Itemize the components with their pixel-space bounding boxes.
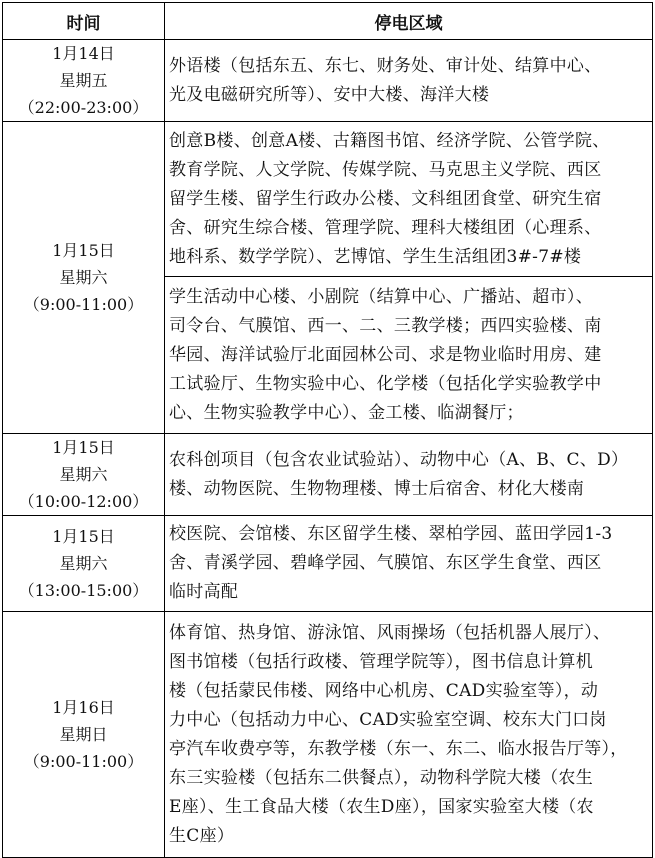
area-line: 楼、动物医院、生物物理楼、博士后宿舍、材化大楼南 bbox=[169, 478, 585, 499]
time-weekday: 星期六 bbox=[59, 554, 108, 573]
area-cell bbox=[165, 612, 653, 858]
time-weekday: 星期日 bbox=[59, 725, 108, 744]
area-line: 舍、青溪学园、碧峰学园、气膜馆、东区学生食堂、西区 bbox=[169, 553, 602, 573]
area-line: 教育学院、人文学院、传媒学院、马克思主义学院、西区 bbox=[169, 159, 602, 180]
table-body bbox=[3, 40, 653, 858]
area-line: 工试验厅、生物实验中心、化学楼（包括化学实验教学中 bbox=[169, 373, 602, 394]
power-outage-table bbox=[2, 2, 653, 858]
time-cell bbox=[3, 40, 165, 122]
area-line: 临时高配 bbox=[169, 582, 239, 602]
area-cell bbox=[165, 122, 653, 277]
area-line: 舍、研究生综合楼、管理学院、理科大楼组团（心理系、 bbox=[169, 217, 602, 238]
area-line: 心、生物实验教学中心）、金工楼、临湖餐厅； bbox=[169, 402, 524, 423]
area-line: 东三实验楼（包括东二供餐点），动物科学院大楼（农生 bbox=[169, 767, 593, 788]
header-time: 时间 bbox=[3, 3, 165, 40]
area-line: 光及电磁研究所等）、安中大楼、海洋大楼 bbox=[169, 84, 490, 105]
time-weekday: 星期六 bbox=[59, 465, 108, 484]
area-line: 农科创项目（包含农业试验站）、动物中心（A、B、C、D） bbox=[169, 449, 629, 470]
table-row bbox=[3, 122, 653, 277]
time-hours: （22:00-23:00） bbox=[18, 98, 149, 117]
area-line: 图书馆楼（包括行政楼、管理学院等），图书信息计算机 bbox=[169, 651, 593, 672]
area-line: 力中心（包括动力中心、CAD实验室空调、校东大门口岗 bbox=[169, 709, 607, 730]
time-hours: （9:00-11:00） bbox=[23, 295, 144, 314]
time-date: 1月15日 bbox=[52, 438, 115, 457]
table-header-row bbox=[3, 3, 653, 40]
area-cell bbox=[165, 277, 653, 434]
time-hours: （13:00-15:00） bbox=[18, 581, 149, 600]
area-line: 留学生楼、留学生行政办公楼、文科组团食堂、研究生宿 bbox=[169, 188, 602, 209]
area-line: 地科系、数学学院）、艺博馆、学生生活组团3#-7#楼 bbox=[169, 246, 582, 267]
time-hours: （9:00-11:00） bbox=[23, 752, 144, 771]
table-row bbox=[3, 612, 653, 858]
area-line: 创意B楼、创意A楼、古籍图书馆、经济学院、公管学院、 bbox=[169, 130, 610, 151]
time-date: 1月15日 bbox=[52, 241, 115, 260]
table-row bbox=[3, 434, 653, 516]
time-cell bbox=[3, 122, 165, 434]
time-date: 1月15日 bbox=[52, 527, 115, 546]
time-weekday: 星期五 bbox=[59, 71, 108, 90]
area-line: 生C座） bbox=[169, 825, 235, 846]
area-line: 亭汽车收费亭等，东教学楼（东一、东二、临水报告厅等）， bbox=[169, 738, 628, 759]
area-line: 华园、海洋试验厅北面园林公司、求是物业临时用房、建 bbox=[169, 344, 602, 365]
area-line: 校医院、会馆楼、东区留学生楼、翠柏学园、蓝田学园1-3 bbox=[169, 524, 613, 544]
time-hours: （10:00-12:00） bbox=[18, 492, 149, 511]
area-cell bbox=[165, 434, 653, 516]
area-line: E座）、生工食品大楼（农生D座），国家实验室大楼（农 bbox=[169, 796, 594, 817]
table-row bbox=[3, 40, 653, 122]
area-line: 司令台、气膜馆、西一、二、三教学楼；西四实验楼、南 bbox=[169, 315, 602, 336]
time-date: 1月14日 bbox=[52, 44, 115, 63]
time-date: 1月16日 bbox=[52, 698, 115, 717]
area-cell bbox=[165, 40, 653, 122]
area-line: 学生活动中心楼、小剧院（结算中心、广播站、超市）、 bbox=[169, 286, 593, 307]
area-line: 体育馆、热身馆、游泳馆、风雨操场（包括机器人展厅）、 bbox=[169, 622, 611, 643]
table-row bbox=[3, 516, 653, 612]
time-cell bbox=[3, 612, 165, 858]
time-weekday: 星期六 bbox=[59, 268, 108, 287]
area-line: 楼（包括蒙民伟楼、网络中心机房、CAD实验室等），动 bbox=[169, 680, 599, 701]
area-line: 外语楼（包括东五、东七、财务处、审计处、结算中心、 bbox=[169, 55, 602, 76]
area-cell bbox=[165, 516, 653, 612]
time-cell bbox=[3, 434, 165, 516]
time-cell bbox=[3, 516, 165, 612]
header-area: 停电区域 bbox=[165, 3, 653, 40]
